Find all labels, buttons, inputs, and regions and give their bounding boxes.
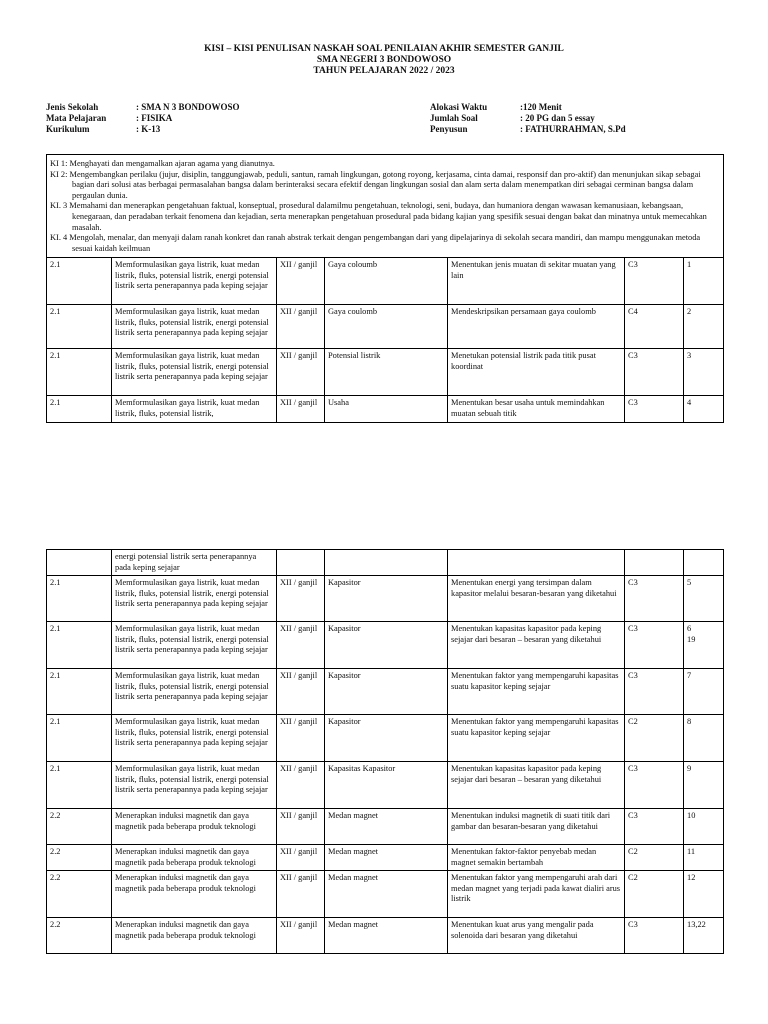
- indikator-cell: Menentukan faktor yang mempengaruhi kapasitas suatu kapasitor keping sejajar: [448, 715, 625, 762]
- table-row: [47, 762, 724, 809]
- indikator-cell: Menentukan induksi magnetik di suati titik dari gambar dan besaran-besaran yang diketahui: [448, 809, 625, 845]
- kd-cell: 2.1: [47, 715, 112, 762]
- materi-cell: Medan magnet: [325, 871, 448, 918]
- kd-cell: 2.2: [47, 871, 112, 918]
- level-cell: C3: [625, 622, 684, 669]
- indikator-cell: Menentukan energi yang tersimpan dalam kapasitor melalui besaran-besaran yang diketahui: [448, 576, 625, 622]
- table-row: [47, 871, 724, 918]
- nomor-soal-cell: 8: [684, 715, 724, 762]
- kelas-cell: XII / ganjil: [277, 809, 325, 845]
- nomor-soal-cell: [684, 550, 724, 576]
- kd-cell: 2.1: [47, 669, 112, 715]
- indikator-cell: Menentukan jenis muatan di sekitar muatan yang lain: [448, 258, 625, 305]
- kompetensi-cell: Memformulasikan gaya listrik, kuat medan listrik, fluks, potensial listrik, energi potensial listrik serta penerapannya pada keping sejajar: [112, 669, 277, 715]
- table-row: [47, 918, 724, 954]
- info-label: Jenis Sekolah: [46, 102, 99, 112]
- materi-cell: Kapasitor: [325, 576, 448, 622]
- materi-cell: Kapasitas Kapasitor: [325, 762, 448, 809]
- table-row: [47, 576, 724, 622]
- level-cell: C3: [625, 576, 684, 622]
- info-value: :120 Menit: [520, 102, 562, 112]
- kompetensi-cell: Memformulasikan gaya listrik, kuat medan listrik, fluks, potensial listrik, energi potensial listrik serta penerapannya pada keping sejajar: [112, 576, 277, 622]
- kompetensi-cell: Menerapkan induksi magnetik dan gaya magnetik pada beberapa produk teknologi: [112, 845, 277, 871]
- nomor-soal-cell: 9: [684, 762, 724, 809]
- level-cell: C3: [625, 258, 684, 305]
- materi-cell: Medan magnet: [325, 809, 448, 845]
- kompetensi-inti-box: [47, 155, 724, 258]
- kelas-cell: XII / ganjil: [277, 349, 325, 396]
- table-row: [47, 715, 724, 762]
- ki-2-text: KI 2: Mengembangkan perilaku (jujur, disiplin, tanggungjawab, peduli, santun, ramah lingkungan, gotong royong, kerjasama, cinta damai, responsif dan pro-aktif) dan menunjukan sikap sebagai bagian dari solusi atas berbagai permasalahan bangsa dalam berinteraksi secara efektif dengan lingkungan sosial dan alam serta dalam menempatkan diri sebagai cerminan bangsa dalam pergaulan dunia.: [50, 169, 701, 200]
- materi-cell: Kapasitor: [325, 669, 448, 715]
- level-cell: C2: [625, 845, 684, 871]
- nomor-soal-cell: 1: [684, 258, 724, 305]
- table-row: [47, 258, 724, 305]
- kd-cell: 2.2: [47, 918, 112, 954]
- info-value: : K-13: [136, 124, 161, 134]
- kelas-cell: XII / ganjil: [277, 258, 325, 305]
- kompetensi-cell: Menerapkan induksi magnetik dan gaya magnetik pada beberapa produk teknologi: [112, 918, 277, 954]
- kelas-cell: XII / ganjil: [277, 305, 325, 349]
- kelas-cell: XII / ganjil: [277, 669, 325, 715]
- kd-cell: 2.1: [47, 622, 112, 669]
- table-row: [47, 845, 724, 871]
- ki-row: [47, 155, 724, 258]
- indikator-cell: [448, 550, 625, 576]
- kompetensi-cell: Memformulasikan gaya listrik, kuat medan listrik, fluks, potensial listrik, energi potensial listrik serta penerapannya pada keping sejajar: [112, 622, 277, 669]
- nomor-soal-cell: 3: [684, 349, 724, 396]
- kd-cell: 2.1: [47, 258, 112, 305]
- materi-cell: Medan magnet: [325, 845, 448, 871]
- info-row-penyusun: [430, 124, 750, 135]
- indikator-cell: Menentukan faktor yang mempengaruhi arah dari medan magnet yang terjadi pada kawat dialiri arus listrik: [448, 871, 625, 918]
- info-row-kurikulum: [46, 124, 386, 135]
- kompetensi-cell: Memformulasikan gaya listrik, kuat medan listrik, fluks, potensial listrik, energi potensial listrik serta penerapannya pada keping sejajar: [112, 305, 277, 349]
- materi-cell: Usaha: [325, 396, 448, 423]
- title-line-1: KISI – KISI PENULISAN NASKAH SOAL PENILAIAN AKHIR SEMESTER GANJIL: [204, 44, 564, 54]
- kelas-cell: [277, 550, 325, 576]
- indikator-cell: Menentukan kuat arus yang mengalir pada solenoida dari besaran yang diketahui: [448, 918, 625, 954]
- nomor-soal-cell: 10: [684, 809, 724, 845]
- kelas-cell: XII / ganjil: [277, 845, 325, 871]
- level-cell: C3: [625, 396, 684, 423]
- materi-cell: Gaya coulomb: [325, 305, 448, 349]
- table-row: [47, 669, 724, 715]
- kompetensi-cell: Memformulasikan gaya listrik, kuat medan listrik, fluks, potensial listrik, energi potensial listrik serta penerapannya pada keping sejajar: [112, 762, 277, 809]
- table-row: [47, 349, 724, 396]
- table-row: [47, 622, 724, 669]
- nomor-soal-cell: 12: [684, 871, 724, 918]
- info-label: Penyusun: [430, 124, 468, 134]
- materi-cell: [325, 550, 448, 576]
- materi-cell: Kapasitor: [325, 622, 448, 669]
- document-title: [0, 44, 768, 77]
- kompetensi-cell: Memformulasikan gaya listrik, kuat medan listrik, fluks, potensial listrik,: [112, 396, 277, 423]
- indikator-cell: Menentukan besar usaha untuk memindahkan muatan sebuah titik: [448, 396, 625, 423]
- kd-cell: [47, 550, 112, 576]
- level-cell: C3: [625, 918, 684, 954]
- level-cell: C3: [625, 762, 684, 809]
- kd-cell: 2.1: [47, 349, 112, 396]
- materi-cell: Kapasitor: [325, 715, 448, 762]
- kelas-cell: XII / ganjil: [277, 396, 325, 423]
- kompetensi-cell: Memformulasikan gaya listrik, kuat medan listrik, fluks, potensial listrik, energi potensial listrik serta penerapannya pada keping sejajar: [112, 349, 277, 396]
- kompetensi-cell: energi potensial listrik serta penerapannya pada keping sejajar: [112, 550, 277, 576]
- level-cell: C2: [625, 715, 684, 762]
- ki-4-text: KI. 4 Mengolah, menalar, dan menyaji dalam ranah konkret dan ranah abstrak terkait dengan pengembangan dari yang dipelajarinya di sekolah secara mandiri, dan mampu menggunakan metoda sesuai kaidah keilmuan: [50, 233, 701, 253]
- kd-cell: 2.2: [47, 845, 112, 871]
- kd-cell: 2.1: [47, 305, 112, 349]
- info-row-jenis-sekolah: [46, 102, 386, 113]
- level-cell: [625, 550, 684, 576]
- title-line-3: TAHUN PELAJARAN 2022 / 2023: [313, 66, 455, 76]
- info-row-mata-pelajaran: [46, 113, 386, 124]
- kd-cell: 2.2: [47, 809, 112, 845]
- materi-cell: Potensial listrik: [325, 349, 448, 396]
- kelas-cell: XII / ganjil: [277, 871, 325, 918]
- kompetensi-cell: Memformulasikan gaya listrik, kuat medan listrik, fluks, potensial listrik, energi potensial listrik serta penerapannya pada keping sejajar: [112, 258, 277, 305]
- kompetensi-cell: Menerapkan induksi magnetik dan gaya magnetik pada beberapa produk teknologi: [112, 871, 277, 918]
- level-cell: C3: [625, 809, 684, 845]
- table-row: [47, 550, 724, 576]
- kelas-cell: XII / ganjil: [277, 576, 325, 622]
- info-label: Alokasi Waktu: [430, 102, 488, 112]
- materi-cell: Medan magnet: [325, 918, 448, 954]
- info-value: : 20 PG dan 5 essay: [520, 113, 595, 123]
- info-label: Mata Pelajaran: [46, 113, 107, 123]
- nomor-soal-cell: 11: [684, 845, 724, 871]
- level-cell: C2: [625, 871, 684, 918]
- kd-cell: 2.1: [47, 576, 112, 622]
- ki-1-text: KI 1: Menghayati dan mengamalkan ajaran agama yang dianutnya.: [50, 159, 275, 168]
- nomor-soal-cell: 7: [684, 669, 724, 715]
- info-row-jumlah-soal: [430, 113, 750, 124]
- nomor-soal-cell: 13,22: [684, 918, 724, 954]
- nomor-soal-cell: 2: [684, 305, 724, 349]
- materi-cell: Gaya coloumb: [325, 258, 448, 305]
- info-row-alokasi-waktu: [430, 102, 750, 113]
- nomor-soal-cell: 4: [684, 396, 724, 423]
- indikator-cell: Menetukan potensial listrik pada titik pusat koordinat: [448, 349, 625, 396]
- ki-3-text: KI. 3 Memahami dan menerapkan pengetahuan faktual, konseptual, prosedural dalamilmu pengetahuan, teknologi, seni, budaya, dan humaniora dengan wawasan kemanusiaan, kebangsaan, kenegaraan, dan peradaban terkait fenomena dan kejadian, serta menerapkan pengetahuan prosedural pada bidang kajian yang spesifik sesuai dengan bakat dan minatnya untuk memecahkan masalah.: [50, 201, 707, 232]
- indikator-cell: Menentukan kapasitas kapasitor pada keping sejajar dari besaran – besaran yang diketahui: [448, 762, 625, 809]
- kelas-cell: XII / ganjil: [277, 762, 325, 809]
- info-value: : FISIKA: [136, 113, 173, 123]
- level-cell: C3: [625, 349, 684, 396]
- info-value: : SMA N 3 BONDOWOSO: [136, 102, 240, 112]
- info-value: : FATHURRAHMAN, S.Pd: [520, 124, 626, 134]
- indikator-cell: Mendeskripsikan persamaan gaya coulomb: [448, 305, 625, 349]
- kd-cell: 2.1: [47, 762, 112, 809]
- kompetensi-cell: Memformulasikan gaya listrik, kuat medan listrik, fluks, potensial listrik, energi potensial listrik serta penerapannya pada keping sejajar: [112, 715, 277, 762]
- indikator-cell: Menentukan faktor yang mempengaruhi kapasitas suatu kapasitor keping sejajar: [448, 669, 625, 715]
- kisi-table-page-1: [46, 154, 724, 423]
- title-line-2: SMA NEGERI 3 BONDOWOSO: [316, 55, 452, 65]
- table-row: [47, 396, 724, 423]
- kisi-table-page-2: [46, 549, 724, 954]
- kelas-cell: XII / ganjil: [277, 622, 325, 669]
- kd-cell: 2.1: [47, 396, 112, 423]
- nomor-soal-cell: 5: [684, 576, 724, 622]
- indikator-cell: Menentukan kapasitas kapasitor pada keping sejajar dari besaran – besaran yang diketahui: [448, 622, 625, 669]
- kompetensi-cell: Menerapkan induksi magnetik dan gaya magnetik pada beberapa produk teknologi: [112, 809, 277, 845]
- level-cell: C4: [625, 305, 684, 349]
- info-label: Kurikulum: [46, 124, 90, 134]
- indikator-cell: Menentukan faktor-faktor penyebab medan magnet semakin bertambah: [448, 845, 625, 871]
- table-row: [47, 809, 724, 845]
- kelas-cell: XII / ganjil: [277, 918, 325, 954]
- nomor-soal-cell: 6 19: [684, 622, 724, 669]
- level-cell: C3: [625, 669, 684, 715]
- info-right: [430, 102, 750, 135]
- table-row: [47, 305, 724, 349]
- info-label: Jumlah Soal: [430, 113, 478, 123]
- kelas-cell: XII / ganjil: [277, 715, 325, 762]
- info-left: [46, 102, 386, 135]
